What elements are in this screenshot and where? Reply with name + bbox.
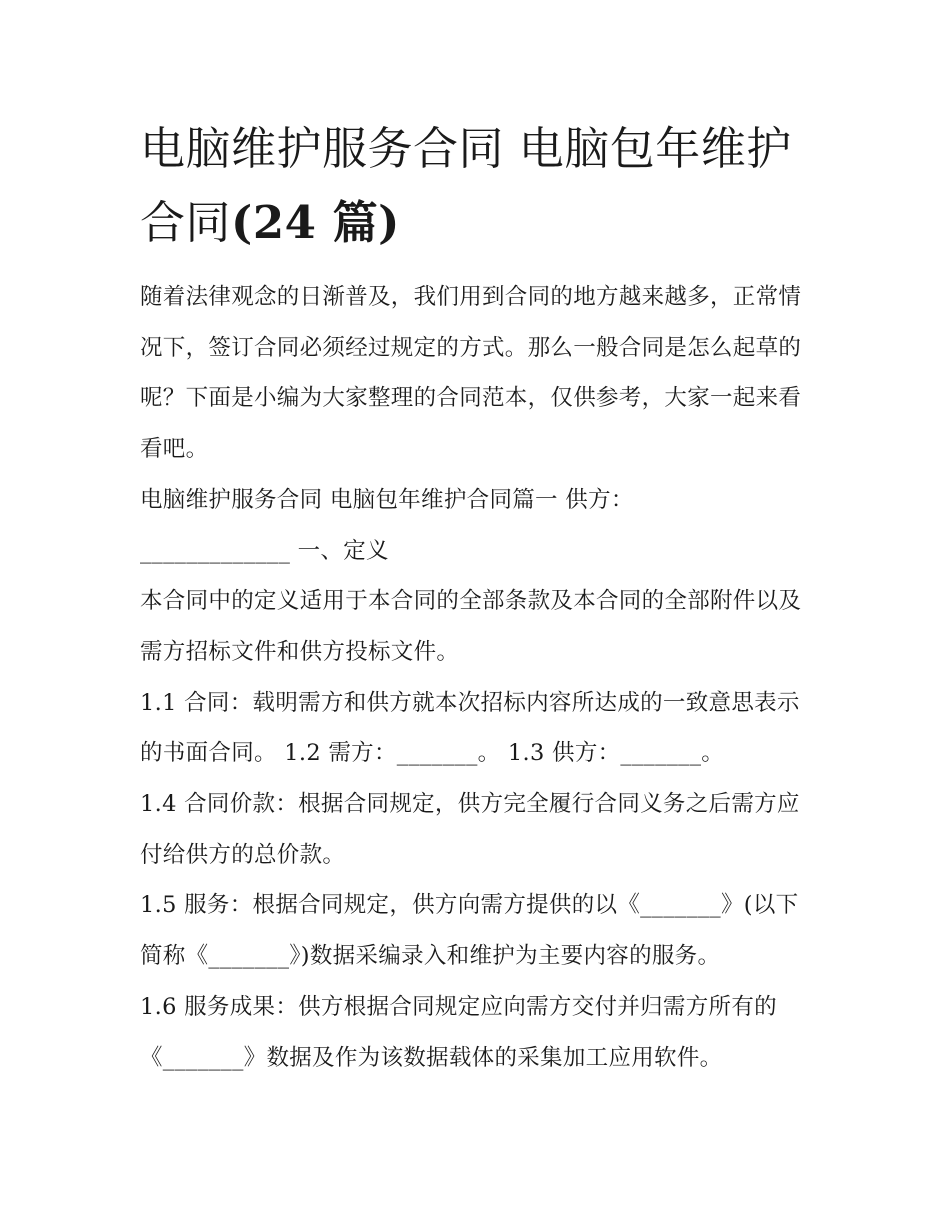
definition-scope-paragraph: 本合同中的定义适用于本合同的全部条款及本合同的全部附件以及需方招标文件和供方投标文件。	[140, 588, 802, 665]
title-paren-close: 篇)	[316, 196, 400, 249]
document-title	[140, 112, 815, 260]
clause-1-4: 1.4 合同价款：根据合同规定，供方完全履行合同义务之后需方应付给供方的总价款。	[140, 791, 800, 868]
clause-1-5: 1.5 服务：根据合同规定，供方向需方提供的以《_______》(以下简称《_______》)数据采编录入和维护为主要内容的服务。	[140, 892, 799, 970]
definition-heading: _____________ 一、定义	[140, 537, 389, 564]
document-page	[140, 112, 815, 1083]
section-heading: 电脑维护服务合同 电脑包年维护合同篇一 供方：	[140, 486, 634, 513]
intro-paragraph: 随着法律观念的日渐普及，我们用到合同的地方越来越多，正常情况下，签订合同必须经过规定的方式。那么一般合同是怎么起草的呢？下面是小编为大家整理的合同范本，仅供参考，大家一起来看看吧。	[140, 284, 802, 463]
title-text: 电脑维护服务合同 电脑包年维护合同	[140, 122, 792, 249]
clause-1-6: 1.6 服务成果：供方根据合同规定应向需方交付并归需方所有的《_______》数据及作为该数据载体的采集加工应用软件。	[140, 993, 777, 1071]
title-paren-open: (	[231, 196, 253, 249]
title-count: 24	[252, 196, 317, 249]
clause-1-1-to-1-3: 1.1 合同：载明需方和供方就本次招标内容所达成的一致意思表示的书面合同。 1.2 需方：_______。 1.3 供方：_______。	[140, 689, 800, 767]
